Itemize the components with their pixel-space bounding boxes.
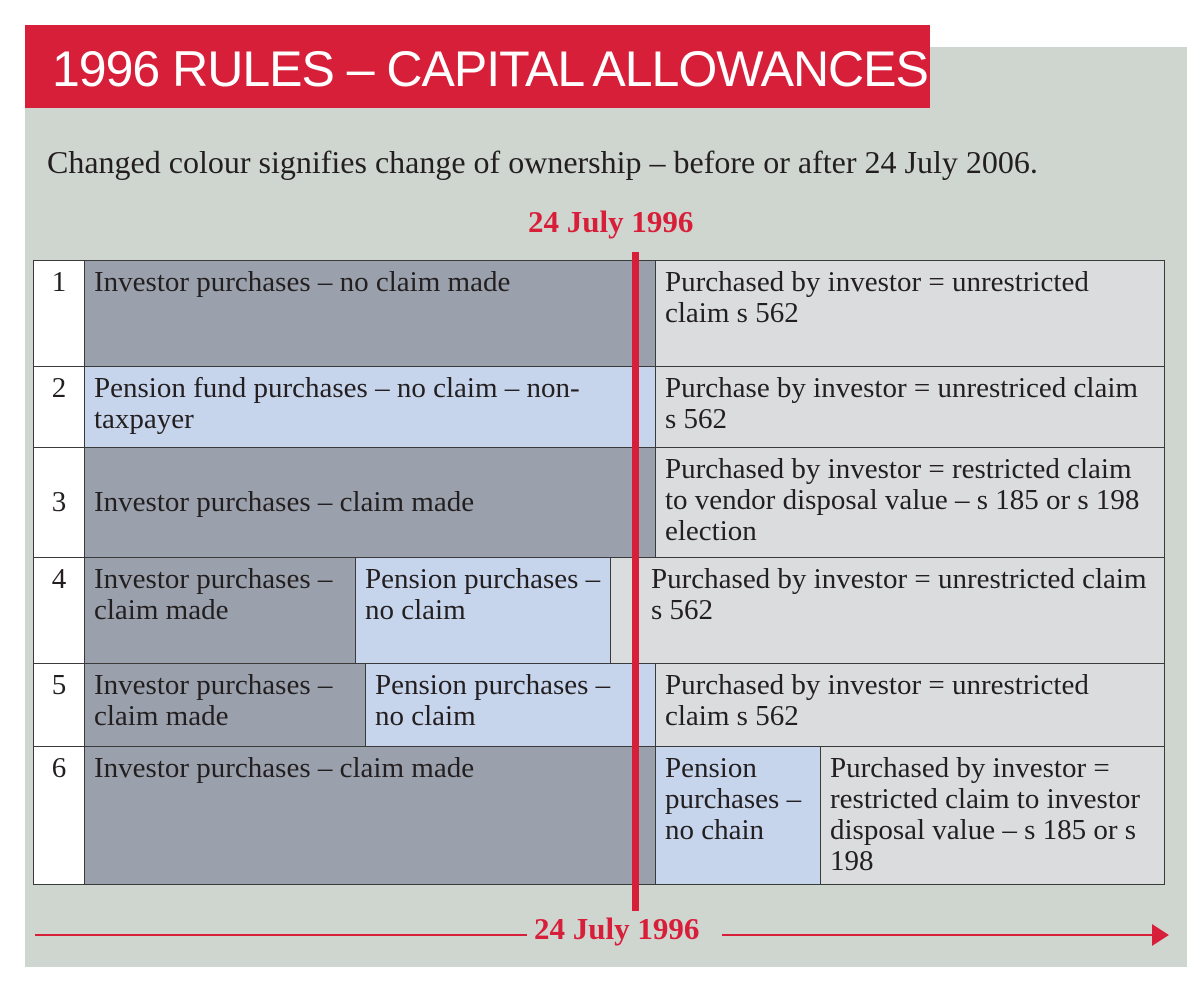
date-divider-line (632, 252, 639, 918)
arrow-head-icon (1152, 924, 1169, 946)
row2-before-pension: Pension fund purchases – no claim – non-taxpayer (84, 366, 656, 448)
row-number-6: 6 (33, 746, 85, 885)
row4-after-investor: Purchased by investor = unrestricted claim s 562 (610, 557, 1165, 664)
timeline-arrow-left (35, 934, 527, 936)
row1-after-investor: Purchased by investor = unrestricted claim s 562 (655, 260, 1165, 367)
row-number-3: 3 (33, 447, 85, 558)
row-number-2: 2 (33, 366, 85, 448)
row1-before-investor: Investor purchases – no claim made (84, 260, 656, 367)
timeline-arrow-right (722, 934, 1154, 936)
row5-after-investor: Purchased by investor = unrestricted claim s 562 (655, 663, 1165, 747)
row-number-4: 4 (33, 557, 85, 664)
row3-before-investor: Investor purchases – claim made (84, 447, 656, 558)
row6-before-investor: Investor purchases – claim made (84, 746, 656, 885)
row6-after-investor: Purchased by investor = restricted claim to investor disposal value – s 185 or s 198 (820, 746, 1165, 885)
row2-after-investor: Purchase by investor = unrestriced claim s 562 (655, 366, 1165, 448)
row-number-5: 5 (33, 663, 85, 747)
date-label-top: 24 July 1996 (528, 204, 694, 239)
date-label-bottom: 24 July 1996 (528, 911, 705, 947)
diagram-title: 1996 RULES – CAPITAL ALLOWANCES (52, 41, 928, 97)
row6-after-pension: Pension purchases – no chain (655, 746, 821, 885)
diagram-subtitle: Changed colour signifies change of ownership – before or after 24 July 2006. (47, 144, 1038, 180)
row5-before-investor: Investor purchases – claim made (84, 663, 366, 747)
row-number-1: 1 (33, 260, 85, 367)
row3-after-investor: Purchased by investor = restricted claim to vendor disposal value – s 185 or s 198 election (655, 447, 1165, 558)
row4-before-pension: Pension purchases – no claim (355, 557, 611, 664)
row4-before-investor: Investor purchases – claim made (84, 557, 356, 664)
row5-before-pension: Pension purchases – no claim (365, 663, 656, 747)
